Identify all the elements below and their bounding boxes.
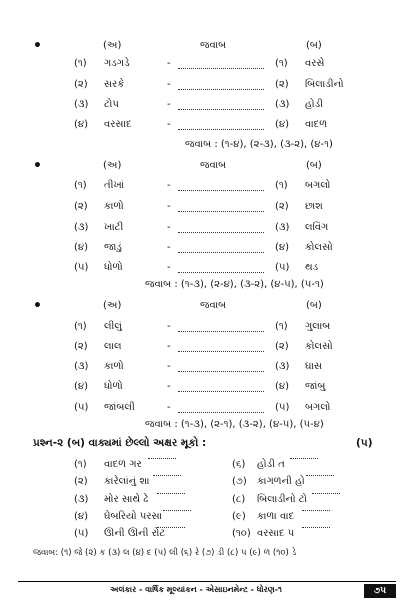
right-word: બિલાડીનો [305, 79, 344, 90]
answer-blank[interactable] [178, 331, 264, 332]
item-number: (૫) [74, 528, 89, 539]
item-text: હોડી ત [257, 459, 285, 470]
left-number: (૪) [74, 119, 89, 130]
column-a-header: (અ) [103, 160, 122, 171]
right-number: (૩) [275, 99, 290, 110]
answer-blank[interactable] [178, 190, 264, 191]
letter-blank[interactable] [153, 475, 181, 476]
dash: - [167, 262, 171, 273]
right-word: ઘાસ [305, 361, 323, 372]
right-word: હોડી [305, 99, 323, 110]
answer-blank[interactable] [178, 68, 264, 69]
item-number: (૭) [232, 476, 247, 487]
left-number: (૫) [74, 402, 89, 413]
right-word: બગલો [305, 402, 331, 413]
dash: - [167, 180, 171, 191]
right-number: (૧) [275, 321, 288, 332]
page-number: ૭૫ [364, 584, 396, 598]
left-word: ટોપ [104, 99, 119, 110]
left-number: (૧) [74, 321, 87, 332]
left-word: જાંબલી [104, 402, 135, 413]
right-number: (૧) [275, 180, 288, 191]
right-word: લવિંગ [305, 222, 329, 233]
dash: - [167, 341, 171, 352]
left-number: (૩) [74, 222, 89, 233]
answer-blank[interactable] [178, 391, 264, 392]
left-word: વરસાદ [104, 119, 132, 130]
answer-column-header: જવાબ [200, 160, 227, 171]
item-text: કારેલાંનું શા [104, 476, 150, 487]
letter-blank[interactable] [163, 510, 191, 511]
left-word: કાળો [104, 201, 124, 212]
letter-blank[interactable] [306, 475, 334, 476]
item-number: (૧૦) [232, 528, 251, 539]
left-number: (૧) [74, 58, 87, 69]
item-text: કાળા વાદ [257, 511, 295, 522]
right-number: (૩) [275, 222, 290, 233]
footer-title: અલંકાર - વાર્ષિક મૂલ્યાંકન - એસાઇનમેન્ટ - ધોરણ-૧ [110, 585, 282, 594]
left-number: (૪) [74, 381, 89, 392]
letter-blank[interactable] [312, 493, 340, 494]
left-word: ધોળો [104, 262, 123, 273]
left-number: (૨) [74, 79, 88, 90]
answer-column-header: જવાબ [200, 300, 227, 311]
bullet: • [33, 38, 42, 54]
right-word: ગુલાબ [305, 321, 331, 332]
column-b-header: (બ) [306, 160, 322, 171]
answer-key: જવાબ : (૧-૪), (૨-૩), (૩-૨), (૪-૧) [185, 139, 333, 150]
letter-blank[interactable] [157, 493, 185, 494]
right-number: (૪) [275, 381, 290, 392]
answer-key: જવાબ : (૧-૩), (૨-૪), (૩-૨), (૪-૫), (૫-૧) [145, 279, 324, 290]
right-number: (૪) [275, 119, 290, 130]
left-number: (૨) [74, 341, 88, 352]
dash: - [167, 381, 171, 392]
left-word: ગડગડે [104, 58, 130, 69]
item-text: ઊની ઊની રોટ [104, 528, 166, 539]
dash: - [167, 58, 171, 69]
left-word: જાડું [104, 242, 122, 253]
answer-blank[interactable] [178, 371, 264, 372]
item-number: (૮) [232, 494, 246, 505]
page-footer [18, 581, 396, 598]
answer-blank[interactable] [178, 129, 264, 130]
answer-key: જવાબ : (૧-૩), (૨-૧), (૩-૨), (૪-૫), (૫-૪) [145, 419, 324, 430]
left-word: ખાટી [104, 222, 124, 233]
item-text: મોર સાથે ઢે [104, 494, 149, 505]
dash: - [167, 79, 171, 90]
left-word: સરકે [104, 79, 125, 90]
column-b-header: (બ) [306, 300, 322, 311]
left-number: (૧) [74, 180, 87, 191]
right-word: વાદળ [305, 119, 328, 130]
question-marks: (૫) [356, 437, 373, 449]
item-text: બિલાડીનો ટો [257, 494, 308, 505]
dash: - [167, 242, 171, 253]
column-b-header: (બ) [306, 40, 322, 51]
left-word: લીલું [104, 321, 122, 332]
answer-blank[interactable] [178, 211, 264, 212]
right-word: થડ [305, 262, 319, 273]
letter-blank[interactable] [302, 527, 330, 528]
left-number: (૨) [74, 201, 88, 212]
right-number: (૨) [275, 201, 289, 212]
left-word: તીખાં [104, 180, 125, 191]
question-title: પ્રશ્ન-૨ (બ) વાક્યમાં છેલ્લો અક્ષર મૂકો : [33, 437, 207, 449]
right-number: (૫) [275, 402, 290, 413]
letter-blank[interactable] [157, 527, 185, 528]
answer-blank[interactable] [178, 89, 264, 90]
right-word: કોલસો [305, 341, 333, 352]
answer-blank[interactable] [178, 252, 264, 253]
bullet: • [33, 158, 42, 174]
letter-blank[interactable] [148, 458, 176, 459]
item-number: (૯) [232, 511, 246, 522]
item-text: કાગળની હો [257, 476, 305, 487]
item-text: વરસાદ પ [257, 528, 295, 539]
item-number: (૪) [74, 511, 89, 522]
right-number: (૨) [275, 341, 289, 352]
dash: - [167, 222, 171, 233]
left-word: કાળો [104, 361, 124, 372]
right-number: (૧) [275, 58, 288, 69]
right-word: છાશ [305, 201, 323, 212]
answer-key: જવાબ: (૧) જે (૨) ક (૩) લ (૪) દ (૫) લી (૬) રે (૭) ડી (૮) પ (૯) ળ (૧૦) ડે [33, 548, 297, 558]
answer-blank[interactable] [178, 232, 264, 233]
right-word: વરસે [305, 58, 325, 69]
dash: - [167, 119, 171, 130]
answer-blank[interactable] [178, 272, 264, 273]
item-text: વાદળ ગર [104, 459, 142, 470]
dash: - [167, 321, 171, 332]
column-a-header: (અ) [103, 300, 122, 311]
letter-blank[interactable] [290, 458, 318, 459]
right-word: જાંબુ [305, 381, 326, 392]
dash: - [167, 361, 171, 372]
right-number: (૨) [275, 79, 289, 90]
left-number: (૪) [74, 242, 89, 253]
right-word: બગલો [305, 180, 331, 191]
right-number: (૩) [275, 361, 290, 372]
item-number: (૩) [74, 494, 89, 505]
left-number: (૩) [74, 99, 89, 110]
column-a-header: (અ) [103, 40, 122, 51]
dash: - [167, 402, 171, 413]
right-word: કોલસો [305, 242, 333, 253]
left-word: લાલ [104, 341, 122, 352]
left-number: (૩) [74, 361, 89, 372]
item-number: (૨) [74, 476, 88, 487]
left-word: ધોળો [104, 381, 123, 392]
answer-blank[interactable] [178, 351, 264, 352]
answer-blank[interactable] [178, 412, 264, 413]
bullet: • [33, 298, 42, 314]
item-number: (૬) [232, 459, 246, 470]
answer-blank[interactable] [178, 109, 264, 110]
item-number: (૧) [74, 459, 87, 470]
dash: - [167, 201, 171, 212]
right-number: (૪) [275, 242, 290, 253]
letter-blank[interactable] [302, 510, 330, 511]
dash: - [167, 99, 171, 110]
answer-column-header: જવાબ [200, 40, 227, 51]
item-text: ઘેબરિયો પરસા [104, 511, 163, 522]
left-number: (૫) [74, 262, 89, 273]
right-number: (૫) [275, 262, 290, 273]
